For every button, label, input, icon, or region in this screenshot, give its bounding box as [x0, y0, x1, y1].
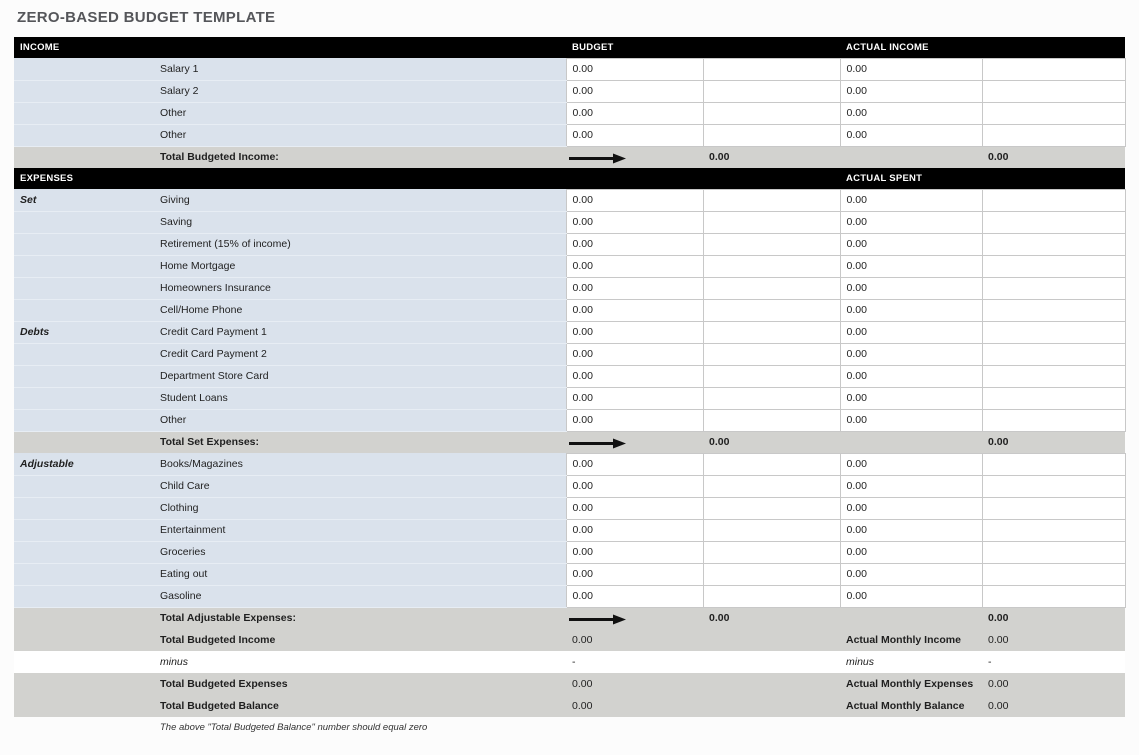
category-cell [14, 409, 154, 431]
expenses-header-row [14, 168, 1125, 189]
expense-row [14, 453, 1125, 475]
item-label: Salary 1 [154, 58, 566, 80]
actual-input[interactable]: 0.00 [840, 497, 982, 519]
actual-input[interactable]: 0.00 [840, 211, 982, 233]
actual-total-cell [982, 255, 1125, 277]
item-label: Groceries [154, 541, 566, 563]
budget-input[interactable]: 0.00 [566, 541, 703, 563]
summary-left-label: Total Budgeted Balance [154, 695, 566, 717]
actual-input[interactable]: 0.00 [840, 321, 982, 343]
actual-total-cell [982, 365, 1125, 387]
header-budget-label: BUDGET [566, 37, 703, 58]
expense-row [14, 519, 1125, 541]
actual-input[interactable]: 0.00 [840, 233, 982, 255]
budget-input[interactable]: 0.00 [566, 189, 703, 211]
budget-total-cell [703, 58, 840, 80]
actual-total-cell [982, 497, 1125, 519]
header-cell [566, 168, 703, 189]
actual-input[interactable]: 0.00 [840, 519, 982, 541]
spacer-cell [703, 695, 840, 717]
category-cell [14, 431, 154, 453]
group-label: Debts [14, 321, 154, 343]
item-label: Homeowners Insurance [154, 277, 566, 299]
budget-total-cell [703, 475, 840, 497]
budget-total-cell [703, 299, 840, 321]
group-label: Set [14, 189, 154, 211]
expense-row [14, 343, 1125, 365]
summary-row [14, 673, 1125, 695]
group-label: Adjustable [14, 453, 154, 475]
item-label: Department Store Card [154, 365, 566, 387]
budget-table [14, 37, 1126, 717]
summary-minus-row [14, 651, 1125, 673]
category-cell [14, 102, 154, 124]
page-title: ZERO-BASED BUDGET TEMPLATE [17, 9, 276, 26]
actual-input[interactable]: 0.00 [840, 277, 982, 299]
arrow-icon [566, 146, 703, 168]
summary-right-label: Actual Monthly Income [840, 629, 982, 651]
spacer-cell [703, 673, 840, 695]
arrow-icon [566, 431, 703, 453]
expense-row [14, 211, 1125, 233]
item-label: Other [154, 124, 566, 146]
summary-right-label: Actual Monthly Expenses [840, 673, 982, 695]
income-row [14, 80, 1125, 102]
expense-row [14, 585, 1125, 607]
budget-input[interactable]: 0.00 [566, 563, 703, 585]
actual-total-cell [982, 563, 1125, 585]
header-cell [982, 37, 1125, 58]
actual-total-cell [982, 211, 1125, 233]
summary-left-value: - [566, 651, 703, 673]
budget-input[interactable]: 0.00 [566, 387, 703, 409]
header-actual-income-label: ACTUAL INCOME [840, 37, 982, 58]
actual-total-cell [982, 343, 1125, 365]
summary-right-value: - [982, 651, 1125, 673]
actual-input[interactable]: 0.00 [840, 475, 982, 497]
item-label: Retirement (15% of income) [154, 233, 566, 255]
total-label: Total Budgeted Income: [154, 146, 566, 168]
income-header-row [14, 37, 1125, 58]
summary-left-label: Total Budgeted Expenses [154, 673, 566, 695]
summary-row [14, 629, 1125, 651]
spacer-cell [703, 629, 840, 651]
expense-row [14, 277, 1125, 299]
expense-row [14, 365, 1125, 387]
summary-left-value: 0.00 [566, 695, 703, 717]
budget-total-cell [703, 497, 840, 519]
total-budget-value: 0.00 [703, 146, 840, 168]
actual-total-cell [982, 585, 1125, 607]
actual-total-cell [982, 58, 1125, 80]
spacer-cell [840, 607, 982, 629]
actual-total-cell [982, 453, 1125, 475]
budget-total-cell [703, 321, 840, 343]
item-label: Clothing [154, 497, 566, 519]
header-cell [154, 168, 566, 189]
category-cell [14, 233, 154, 255]
item-label: Saving [154, 211, 566, 233]
budget-total-cell [703, 409, 840, 431]
category-cell [14, 563, 154, 585]
section-title-expenses: EXPENSES [14, 168, 154, 189]
expense-row [14, 299, 1125, 321]
actual-input[interactable]: 0.00 [840, 387, 982, 409]
actual-input[interactable]: 0.00 [840, 299, 982, 321]
category-cell [14, 146, 154, 168]
category-cell [14, 211, 154, 233]
summary-right-value: 0.00 [982, 629, 1125, 651]
budget-input[interactable]: 0.00 [566, 497, 703, 519]
category-cell [14, 277, 154, 299]
actual-total-cell [982, 519, 1125, 541]
item-label: Books/Magazines [154, 453, 566, 475]
budget-total-cell [703, 189, 840, 211]
budget-input[interactable]: 0.00 [566, 409, 703, 431]
category-cell [14, 629, 154, 651]
adjustable-total-row [14, 607, 1125, 629]
actual-input[interactable]: 0.00 [840, 585, 982, 607]
actual-input[interactable]: 0.00 [840, 365, 982, 387]
budget-input[interactable]: 0.00 [566, 585, 703, 607]
actual-total-cell [982, 124, 1125, 146]
budget-total-cell [703, 124, 840, 146]
actual-input[interactable]: 0.00 [840, 189, 982, 211]
budget-input[interactable]: 0.00 [566, 475, 703, 497]
actual-total-cell [982, 102, 1125, 124]
expense-row [14, 233, 1125, 255]
budget-input[interactable]: 0.00 [566, 102, 703, 124]
category-cell [14, 541, 154, 563]
category-cell [14, 651, 154, 673]
actual-total-cell [982, 409, 1125, 431]
summary-left-value: 0.00 [566, 629, 703, 651]
budget-input[interactable]: 0.00 [566, 321, 703, 343]
expense-row [14, 541, 1125, 563]
total-budget-value: 0.00 [703, 607, 840, 629]
summary-row [14, 695, 1125, 717]
expense-row [14, 563, 1125, 585]
item-label: Entertainment [154, 519, 566, 541]
actual-total-cell [982, 189, 1125, 211]
actual-total-cell [982, 387, 1125, 409]
category-cell [14, 673, 154, 695]
budget-input[interactable]: 0.00 [566, 453, 703, 475]
summary-right-label: minus [840, 651, 982, 673]
budget-total-cell [703, 80, 840, 102]
budget-input[interactable]: 0.00 [566, 343, 703, 365]
budget-input[interactable]: 0.00 [566, 211, 703, 233]
footnote: The above "Total Budgeted Balance" number should equal zero [160, 722, 428, 733]
income-row [14, 102, 1125, 124]
category-cell [14, 387, 154, 409]
item-label: Credit Card Payment 1 [154, 321, 566, 343]
budget-input[interactable]: 0.00 [566, 277, 703, 299]
actual-total-cell [982, 299, 1125, 321]
budget-input[interactable]: 0.00 [566, 365, 703, 387]
header-cell [154, 37, 566, 58]
summary-left-label: minus [154, 651, 566, 673]
income-row [14, 58, 1125, 80]
spacer-cell [840, 146, 982, 168]
expense-row [14, 189, 1125, 211]
item-label: Other [154, 102, 566, 124]
spacer-cell [840, 431, 982, 453]
budget-total-cell [703, 585, 840, 607]
actual-total-cell [982, 80, 1125, 102]
section-title-income: INCOME [14, 37, 154, 58]
category-cell [14, 299, 154, 321]
expense-row [14, 255, 1125, 277]
header-actual-spent-label: ACTUAL SPENT [840, 168, 982, 189]
category-cell [14, 58, 154, 80]
item-label: Home Mortgage [154, 255, 566, 277]
income-total-row [14, 146, 1125, 168]
actual-total-cell [982, 321, 1125, 343]
actual-input[interactable]: 0.00 [840, 453, 982, 475]
item-label: Giving [154, 189, 566, 211]
arrow-icon [566, 607, 703, 629]
budget-total-cell [703, 255, 840, 277]
budget-total-cell [703, 365, 840, 387]
summary-right-label: Actual Monthly Balance [840, 695, 982, 717]
category-cell [14, 80, 154, 102]
budget-input[interactable]: 0.00 [566, 299, 703, 321]
budget-total-cell [703, 541, 840, 563]
category-cell [14, 519, 154, 541]
actual-input[interactable]: 0.00 [840, 541, 982, 563]
total-budget-value: 0.00 [703, 431, 840, 453]
item-label: Credit Card Payment 2 [154, 343, 566, 365]
expense-row [14, 475, 1125, 497]
summary-left-label: Total Budgeted Income [154, 629, 566, 651]
income-row [14, 124, 1125, 146]
budget-input[interactable]: 0.00 [566, 255, 703, 277]
budget-total-cell [703, 233, 840, 255]
budget-input[interactable]: 0.00 [566, 80, 703, 102]
budget-input[interactable]: 0.00 [566, 58, 703, 80]
expense-row [14, 321, 1125, 343]
item-label: Child Care [154, 475, 566, 497]
actual-total-cell [982, 233, 1125, 255]
total-actual-value: 0.00 [982, 607, 1125, 629]
category-cell [14, 475, 154, 497]
expense-row [14, 497, 1125, 519]
actual-input[interactable]: 0.00 [840, 343, 982, 365]
item-label: Salary 2 [154, 80, 566, 102]
category-cell [14, 255, 154, 277]
actual-input[interactable]: 0.00 [840, 563, 982, 585]
budget-total-cell [703, 563, 840, 585]
budget-input[interactable]: 0.00 [566, 519, 703, 541]
item-label: Cell/Home Phone [154, 299, 566, 321]
actual-input[interactable]: 0.00 [840, 409, 982, 431]
category-cell [14, 124, 154, 146]
header-cell [703, 168, 840, 189]
budget-total-cell [703, 343, 840, 365]
category-cell [14, 365, 154, 387]
budget-total-cell [703, 277, 840, 299]
spacer-cell [703, 651, 840, 673]
budget-total-cell [703, 453, 840, 475]
budget-total-cell [703, 387, 840, 409]
total-actual-value: 0.00 [982, 431, 1125, 453]
total-actual-value: 0.00 [982, 146, 1125, 168]
actual-total-cell [982, 475, 1125, 497]
budget-total-cell [703, 211, 840, 233]
actual-input[interactable]: 0.00 [840, 102, 982, 124]
budget-total-cell [703, 519, 840, 541]
category-cell [14, 585, 154, 607]
total-label: Total Set Expenses: [154, 431, 566, 453]
item-label: Gasoline [154, 585, 566, 607]
item-label: Other [154, 409, 566, 431]
category-cell [14, 695, 154, 717]
header-cell [703, 37, 840, 58]
actual-total-cell [982, 541, 1125, 563]
expense-row [14, 387, 1125, 409]
budget-input[interactable]: 0.00 [566, 124, 703, 146]
actual-total-cell [982, 277, 1125, 299]
actual-input[interactable]: 0.00 [840, 255, 982, 277]
category-cell [14, 343, 154, 365]
item-label: Student Loans [154, 387, 566, 409]
budget-input[interactable]: 0.00 [566, 233, 703, 255]
total-label: Total Adjustable Expenses: [154, 607, 566, 629]
category-cell [14, 497, 154, 519]
actual-input[interactable]: 0.00 [840, 58, 982, 80]
set-total-row [14, 431, 1125, 453]
summary-right-value: 0.00 [982, 695, 1125, 717]
item-label: Eating out [154, 563, 566, 585]
expense-row [14, 409, 1125, 431]
summary-left-value: 0.00 [566, 673, 703, 695]
actual-input[interactable]: 0.00 [840, 124, 982, 146]
header-cell [982, 168, 1125, 189]
category-cell [14, 607, 154, 629]
actual-input[interactable]: 0.00 [840, 80, 982, 102]
summary-right-value: 0.00 [982, 673, 1125, 695]
budget-total-cell [703, 102, 840, 124]
